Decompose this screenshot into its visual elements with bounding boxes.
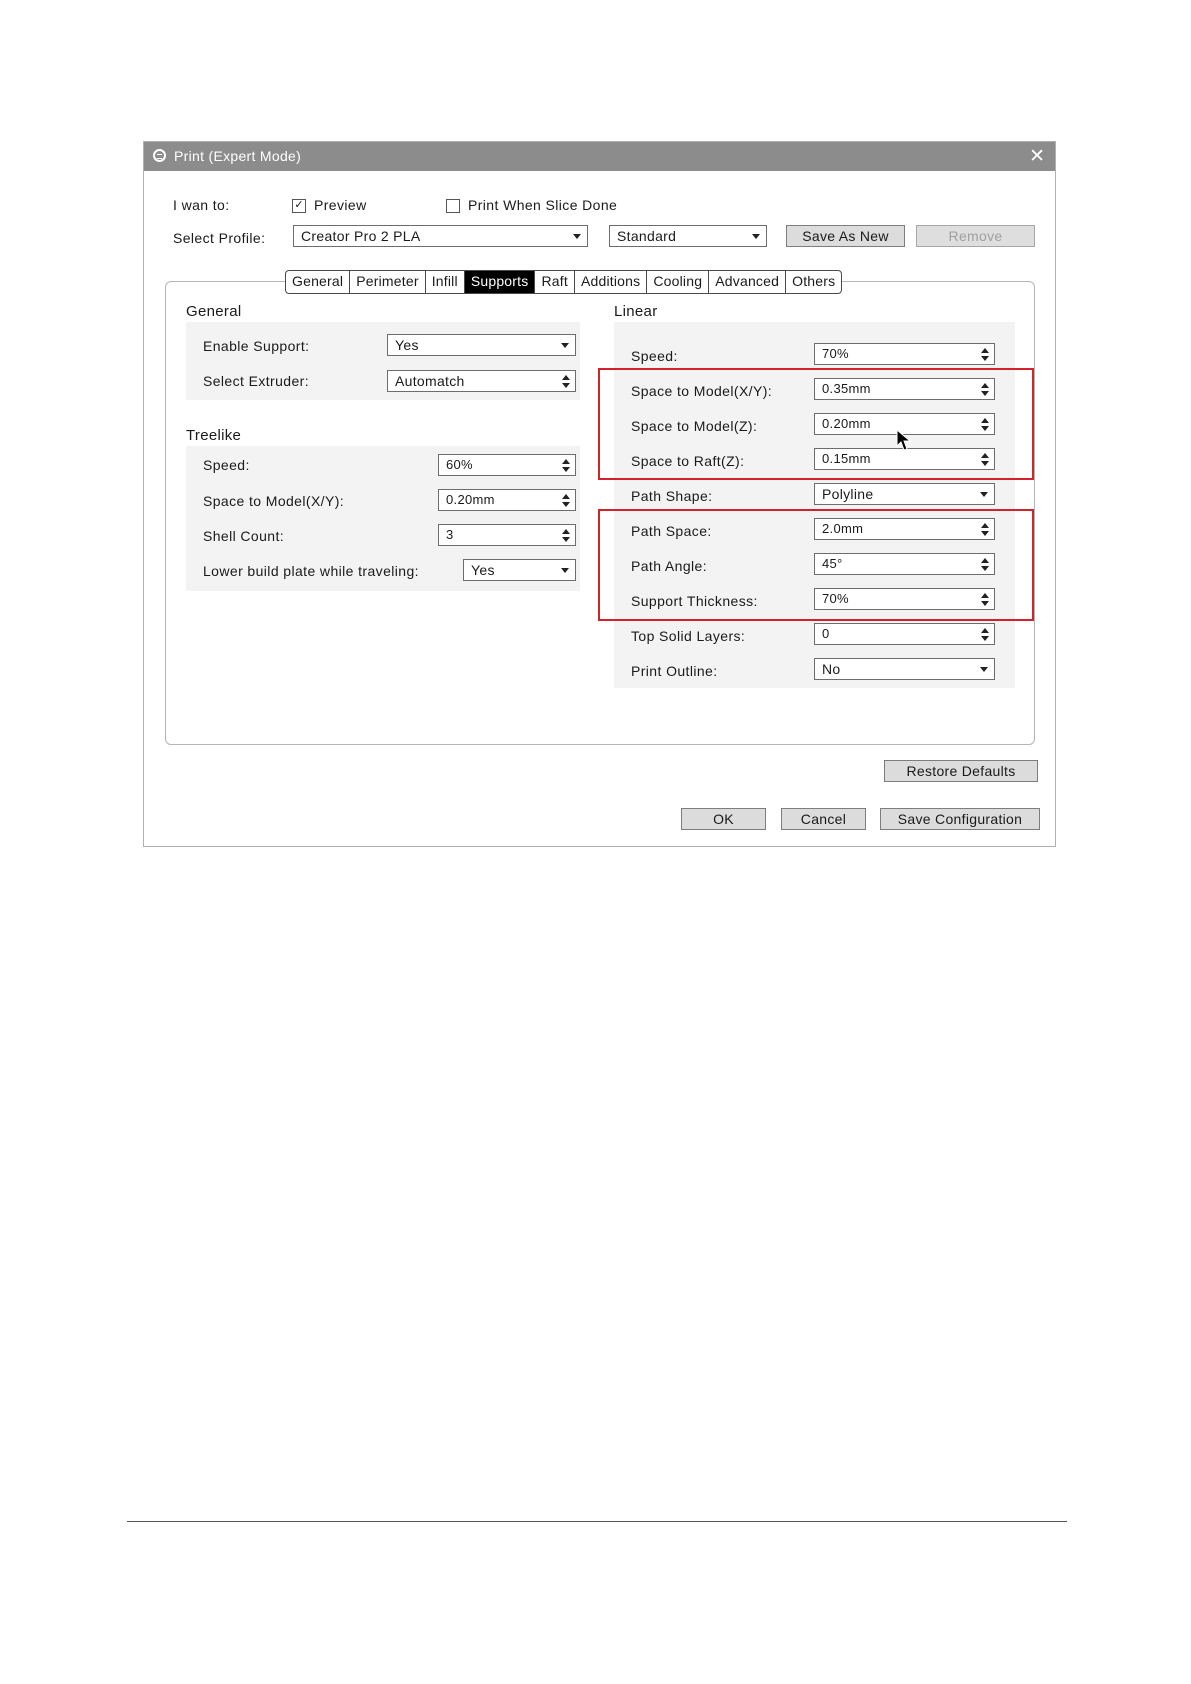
linear-space-raft-value: 0.15mm (822, 451, 871, 466)
restore-defaults-button[interactable]: Restore Defaults (884, 760, 1038, 782)
top-solid-layers-label: Top Solid Layers: (631, 628, 746, 644)
profile-select-value: Creator Pro 2 PLA (301, 228, 421, 244)
lower-plate-select[interactable] (463, 559, 576, 581)
lower-plate-label: Lower build plate while traveling: (203, 563, 419, 579)
linear-group-title: Linear (614, 303, 658, 320)
tab-general[interactable]: General (286, 271, 350, 293)
chevron-down-icon (980, 667, 988, 672)
general-group-title: General (186, 303, 242, 320)
mouse-pointer-icon (895, 429, 915, 453)
tab-infill[interactable]: Infill (426, 271, 465, 293)
path-shape-value: Polyline (822, 486, 874, 502)
treelike-space-xy-label: Space to Model(X/Y): (203, 493, 345, 509)
tab-advanced[interactable]: Advanced (709, 271, 786, 293)
title-bar (144, 142, 1055, 171)
save-configuration-button[interactable]: Save Configuration (880, 808, 1040, 830)
treelike-speed-label: Speed: (203, 457, 250, 473)
close-icon[interactable]: ✕ (1029, 146, 1045, 167)
linear-speed-value: 70% (822, 346, 849, 361)
path-space-label: Path Space: (631, 523, 712, 539)
linear-space-xy-value: 0.35mm (822, 381, 871, 396)
enable-support-label: Enable Support: (203, 338, 310, 354)
profile-select[interactable] (293, 225, 588, 247)
intent-label: I wan to: (173, 197, 230, 213)
highlight-box (598, 509, 1034, 621)
tab-perimeter[interactable]: Perimeter (350, 271, 425, 293)
chevron-down-icon (561, 568, 569, 573)
tab-additions[interactable]: Additions (575, 271, 647, 293)
lower-plate-value: Yes (471, 562, 495, 578)
cancel-button[interactable]: Cancel (781, 808, 866, 830)
print-outline-select[interactable] (814, 658, 995, 680)
print-when-done-label: Print When Slice Done (468, 197, 618, 213)
updown-arrows-icon[interactable] (562, 493, 570, 508)
chevron-down-icon (573, 234, 581, 239)
select-profile-label: Select Profile: (173, 230, 266, 246)
quality-select-value: Standard (617, 228, 677, 244)
treelike-speed-spinbox[interactable] (438, 454, 576, 476)
updown-arrows-icon[interactable] (981, 347, 989, 362)
path-shape-select[interactable] (814, 483, 995, 505)
updown-arrows-icon[interactable] (562, 374, 570, 389)
shell-count-spinbox[interactable] (438, 524, 576, 546)
enable-support-select[interactable] (387, 334, 576, 356)
chevron-down-icon (561, 343, 569, 348)
treelike-group-title: Treelike (186, 427, 242, 444)
path-space-value: 2.0mm (822, 521, 864, 536)
path-angle-label: Path Angle: (631, 558, 708, 574)
treelike-space-xy-value: 0.20mm (446, 492, 495, 507)
chevron-down-icon (752, 234, 760, 239)
linear-speed-spinbox[interactable] (814, 343, 995, 365)
window-title: Print (Expert Mode) (174, 148, 302, 164)
save-as-new-button[interactable]: Save As New (786, 225, 905, 247)
select-extruder-select[interactable] (387, 370, 576, 392)
print-expert-dialog (143, 141, 1056, 847)
linear-space-z-value: 0.20mm (822, 416, 871, 431)
top-solid-layers-spinbox[interactable] (814, 623, 995, 645)
chevron-down-icon (980, 492, 988, 497)
tab-supports[interactable]: Supports (465, 271, 536, 293)
quality-select[interactable] (609, 225, 767, 247)
linear-space-xy-label: Space to Model(X/Y): (631, 383, 773, 399)
settings-tab-bar (285, 270, 842, 294)
page-footer-rule (127, 1521, 1067, 1522)
select-extruder-label: Select Extruder: (203, 373, 309, 389)
print-outline-value: No (822, 661, 841, 677)
path-angle-value: 45° (822, 556, 843, 571)
app-logo-icon (153, 149, 166, 162)
enable-support-value: Yes (395, 337, 419, 353)
top-solid-layers-value: 0 (822, 626, 830, 641)
treelike-speed-value: 60% (446, 457, 473, 472)
print-when-done-checkbox[interactable] (446, 199, 460, 213)
support-thickness-label: Support Thickness: (631, 593, 758, 609)
tab-cooling[interactable]: Cooling (647, 271, 709, 293)
updown-arrows-icon[interactable] (562, 528, 570, 543)
select-extruder-value: Automatch (395, 373, 465, 389)
preview-checkbox[interactable]: ✓ (292, 199, 306, 213)
tab-others[interactable]: Others (792, 273, 836, 289)
print-outline-label: Print Outline: (631, 663, 718, 679)
updown-arrows-icon[interactable] (562, 458, 570, 473)
preview-label: Preview (314, 197, 367, 213)
tab-raft[interactable]: Raft (535, 271, 574, 293)
ok-button[interactable]: OK (681, 808, 766, 830)
linear-space-raft-label: Space to Raft(Z): (631, 453, 745, 469)
shell-count-label: Shell Count: (203, 528, 285, 544)
treelike-space-xy-spinbox[interactable] (438, 489, 576, 511)
linear-speed-label: Speed: (631, 348, 678, 364)
linear-space-z-label: Space to Model(Z): (631, 418, 758, 434)
shell-count-value: 3 (446, 527, 454, 542)
highlight-box (598, 368, 1034, 480)
support-thickness-value: 70% (822, 591, 849, 606)
updown-arrows-icon[interactable] (981, 627, 989, 642)
remove-button[interactable]: Remove (916, 225, 1035, 247)
path-shape-label: Path Shape: (631, 488, 713, 504)
